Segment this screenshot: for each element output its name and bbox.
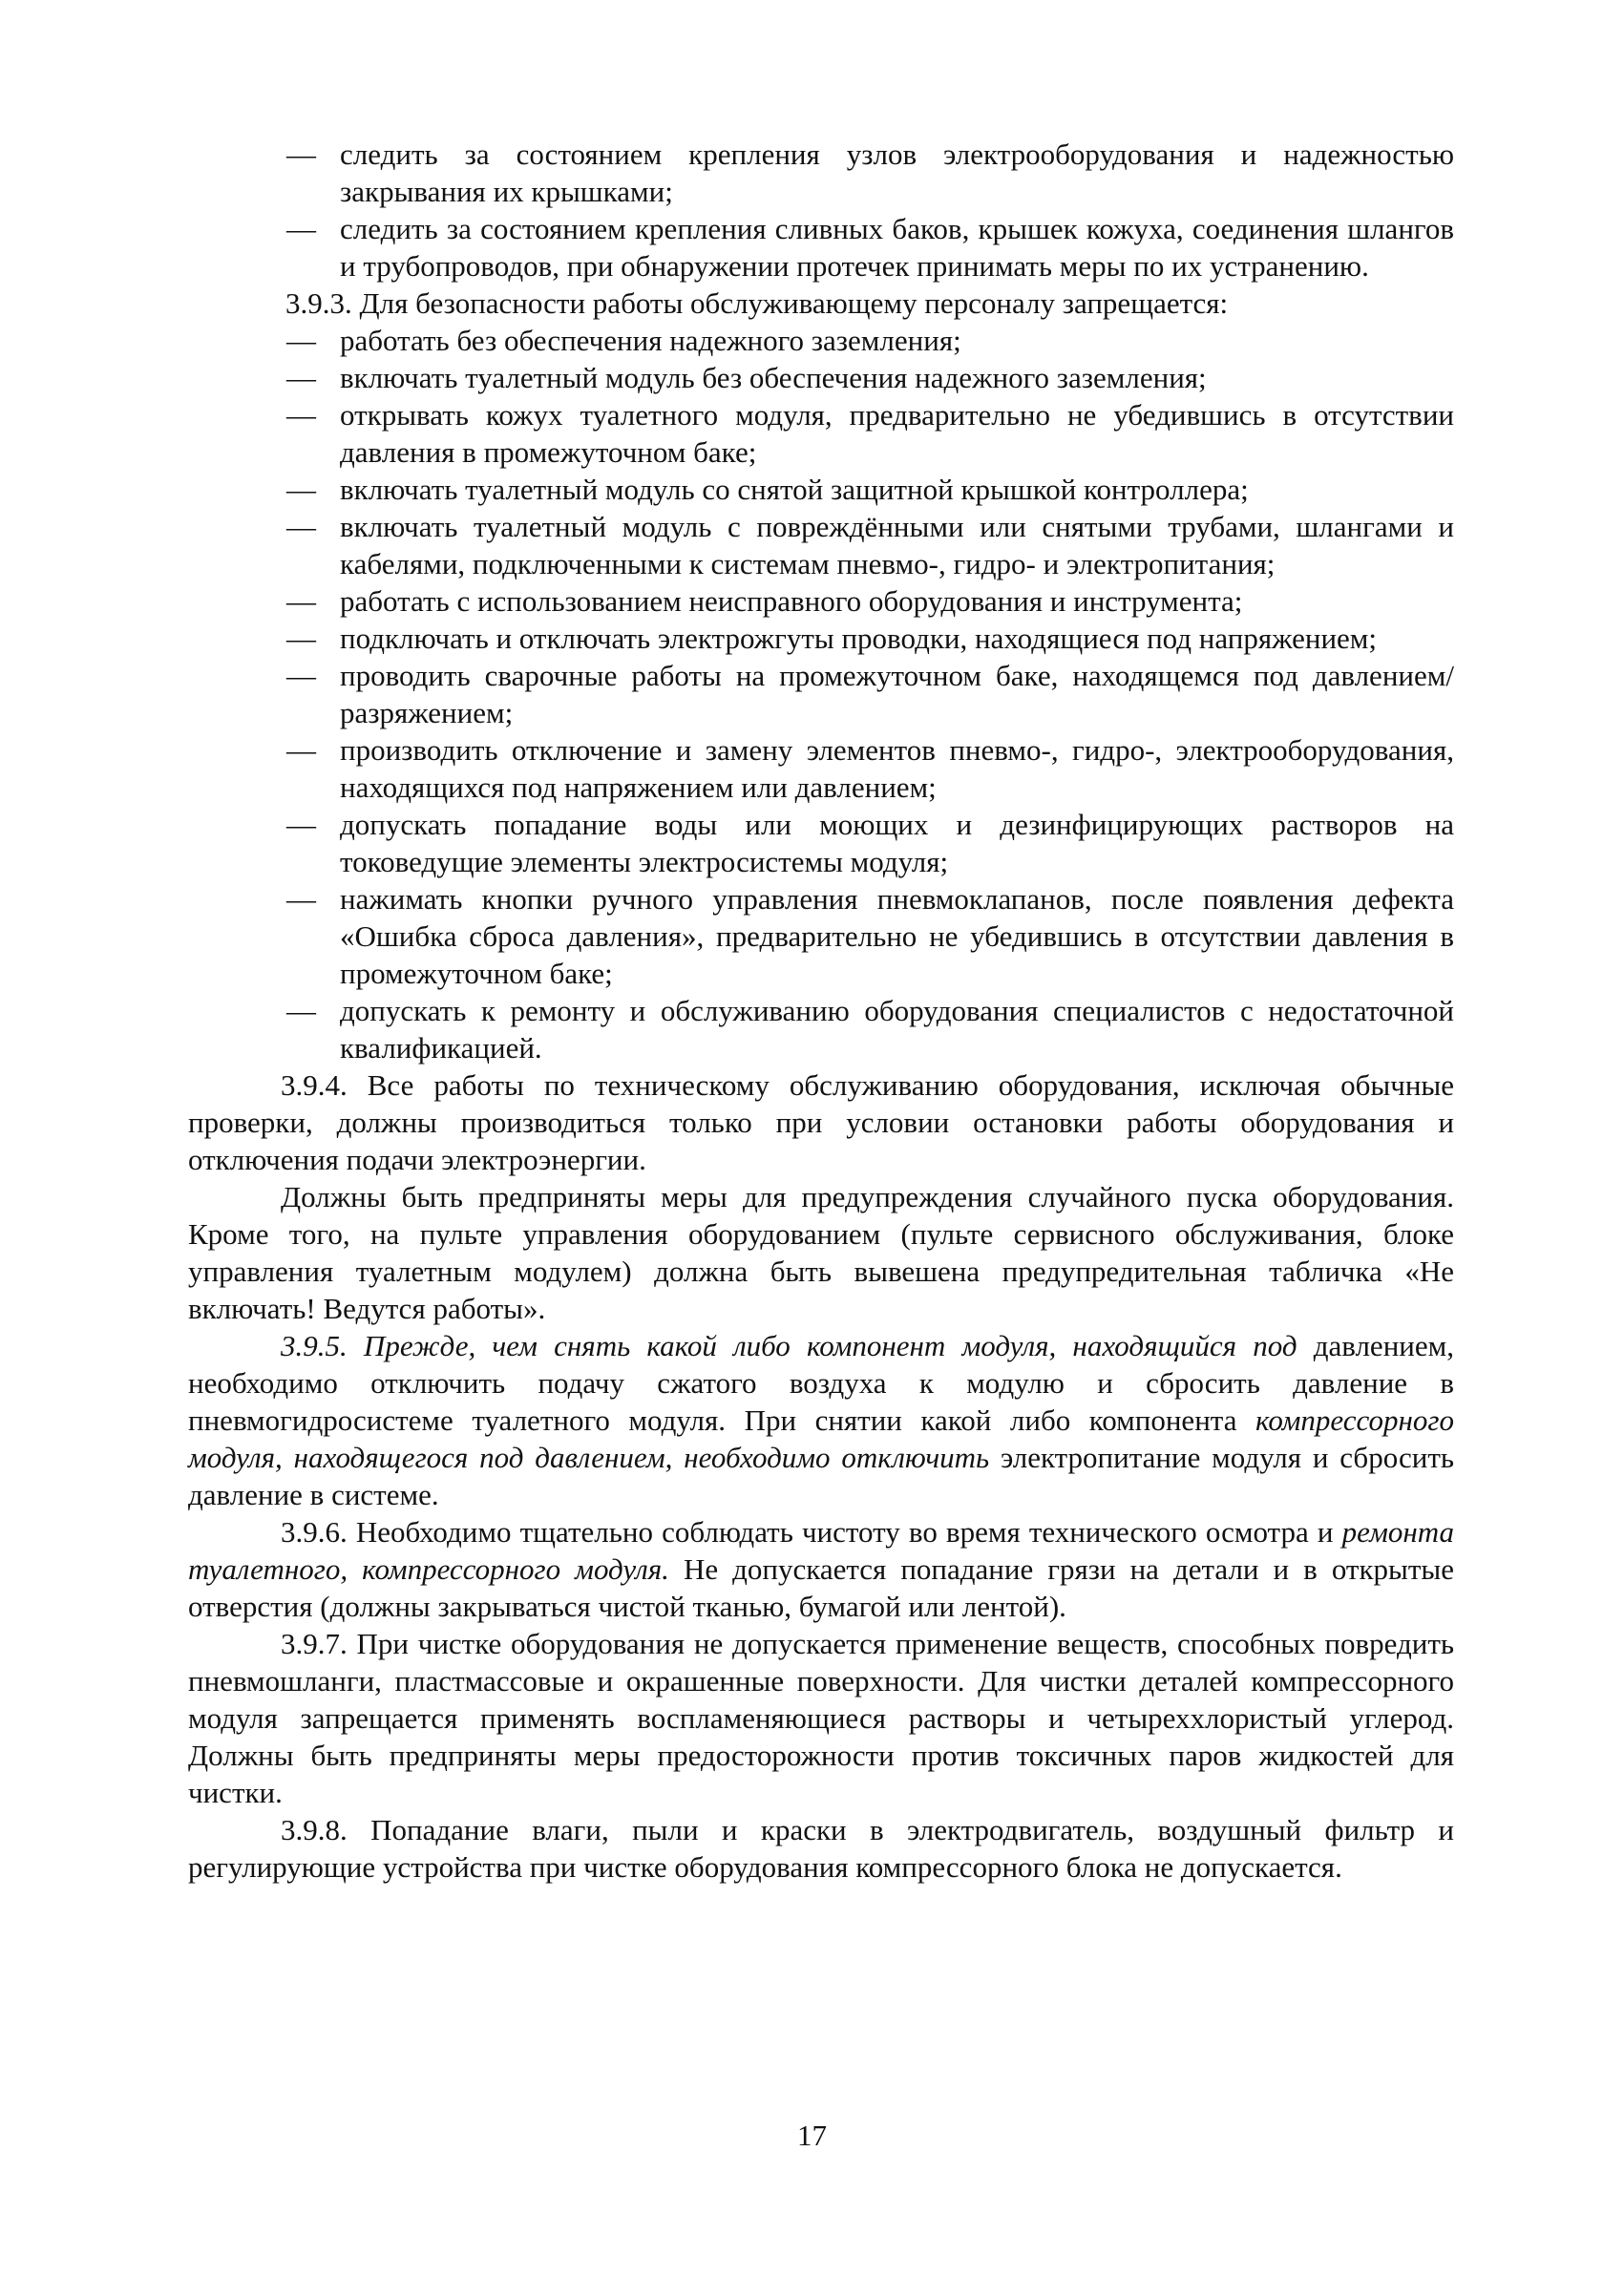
list-item-text: подключать и отключать электрожгуты проводки, находящиеся под напряжением; xyxy=(340,622,1378,655)
list-item-text: проводить сварочные работы на промежуточном баке, находящемся под давлением/разряжением; xyxy=(340,659,1454,729)
list-item xyxy=(188,359,1454,396)
paragraph-396-start: 3.9.6. Необходимо тщательно соблюдать чистоту во время технического осмотра и xyxy=(281,1515,1334,1549)
section-393-heading: 3.9.3. Для безопасности работы обслуживающему персоналу запрещается: xyxy=(285,286,1229,320)
list-item xyxy=(188,657,1454,731)
dash-marker: — xyxy=(286,659,316,692)
list-item xyxy=(188,471,1454,508)
page-content xyxy=(188,136,1454,1886)
list-item xyxy=(188,396,1454,471)
paragraph-394: 3.9.4. Все работы по техническому обслуживанию оборудования, исключая обычные проверки, должны производиться только при условии остановки работы оборудования и отключения подачи электроэнергии. xyxy=(188,1068,1454,1176)
dash-marker: — xyxy=(286,324,316,357)
list-item xyxy=(188,508,1454,582)
list-item-text: допускать попадание воды или моющих и дезинфицирующих растворов на токоведущие элементы электросистемы модуля; xyxy=(340,808,1454,878)
dash-marker: — xyxy=(286,398,316,432)
paragraph-395-end: электропитание модуля и сбросить давление в системе. xyxy=(188,1441,1455,1511)
list-item-text: следить за состоянием крепления узлов электрооборудования и надежностью закрывания их крышками; xyxy=(340,137,1454,208)
list-item-text: работать без обеспечения надежного заземления; xyxy=(340,324,961,357)
dash-marker: — xyxy=(286,882,316,916)
dash-marker: — xyxy=(286,473,316,506)
paragraph-395-italic-start: 3.9.5. Прежде, чем снять какой либо компонент модуля, находящийся под xyxy=(281,1329,1297,1362)
list-item xyxy=(188,731,1454,806)
dash-marker: — xyxy=(286,361,316,394)
list-item-text: включать туалетный модуль с повреждёнными или снятыми трубами, шлангами и кабелями, подключенными к системам пневмо-, гидро- и электропитания; xyxy=(340,510,1454,580)
list-item xyxy=(188,620,1454,657)
list-item xyxy=(188,136,1454,210)
dash-marker: — xyxy=(286,994,316,1027)
list-item-text: работать с использованием неисправного оборудования и инструмента; xyxy=(340,584,1243,618)
dash-marker: — xyxy=(286,733,316,767)
paragraph-398: 3.9.8. Попадание влаги, пыли и краски в электродвигатель, воздушный фильтр и регулирующие устройства при чистке оборудования компрессорного блока не допускается. xyxy=(188,1813,1454,1884)
dash-marker: — xyxy=(286,137,316,171)
list-item-text: допускать к ремонту и обслуживанию оборудования специалистов с недостаточной квалификацией. xyxy=(340,994,1454,1065)
paragraph-396-end: Не допускается попадание грязи на детали и в открытые отверстия (должны закрываться чистой тканью, бумагой или лентой). xyxy=(188,1552,1454,1623)
dash-marker: — xyxy=(286,622,316,655)
paragraph-395-italic-end: компрессорного модуля, находящегося под давлением, необходимо отключить xyxy=(188,1403,1454,1474)
list-item xyxy=(188,992,1454,1066)
list-item xyxy=(188,806,1454,880)
list-item-text: производить отключение и замену элементов пневмо-, гидро-, электрооборудования, находящихся под напряжением или давлением; xyxy=(340,733,1454,804)
dash-marker: — xyxy=(286,808,316,841)
list-item xyxy=(188,880,1454,992)
paragraph-396 xyxy=(188,1513,1454,1625)
list-item xyxy=(188,582,1454,620)
paragraph-397: 3.9.7. При чистке оборудования не допускается применение веществ, способных повредить пневмошланги, пластмассовые и окрашенные поверхности. Для чистки деталей компрессорного модуля запрещается применять воспламеняющиеся растворы и четыреххлористый углерод. Должны быть предприняты меры предосторожности против токсичных паров жидкостей для чистки. xyxy=(188,1627,1454,1809)
dash-marker: — xyxy=(286,212,316,245)
page-number: 17 xyxy=(797,2119,827,2152)
list-item-text: следить за состоянием крепления сливных баков, крышек кожуха, соединения шлангов и трубопроводов, при обнаружении протечек принимать меры по их устранению. xyxy=(340,212,1454,283)
paragraph-395 xyxy=(188,1327,1454,1513)
paragraph-394-continued: Должны быть предприняты меры для предупреждения случайного пуска оборудования. Кроме того, на пульте управления оборудованием (пульте сервисного обслуживания, блоке управления туалетным модулем) должна быть вывешена предупредительная табличка «Не включать! Ведутся работы». xyxy=(188,1180,1454,1325)
list-item-text: включать туалетный модуль со снятой защитной крышкой контроллера; xyxy=(340,473,1249,506)
list-item xyxy=(188,322,1454,359)
dash-marker: — xyxy=(286,510,316,543)
paragraph-395-middle: давлением, необходимо отключить подачу сжатого воздуха к модулю и сбросить давление в пневмогидросистеме туалетного модуля. При снятии какой либо компонента xyxy=(188,1329,1454,1437)
list-item xyxy=(188,210,1454,285)
list-item-text: открывать кожух туалетного модуля, предварительно не убедившись в отсутствии давления в промежуточном баке; xyxy=(340,398,1454,469)
list-item-text: включать туалетный модуль без обеспечения надежного заземления; xyxy=(340,361,1207,394)
list-item-text: нажимать кнопки ручного управления пневмоклапанов, после появления дефекта «Ошибка сброса давления», предварительно не убедившись в отсутствии давления в промежуточном баке; xyxy=(340,882,1454,990)
paragraph-396-italic: ремонта туалетного, компрессорного модуля. xyxy=(188,1515,1454,1586)
dash-marker: — xyxy=(286,584,316,618)
